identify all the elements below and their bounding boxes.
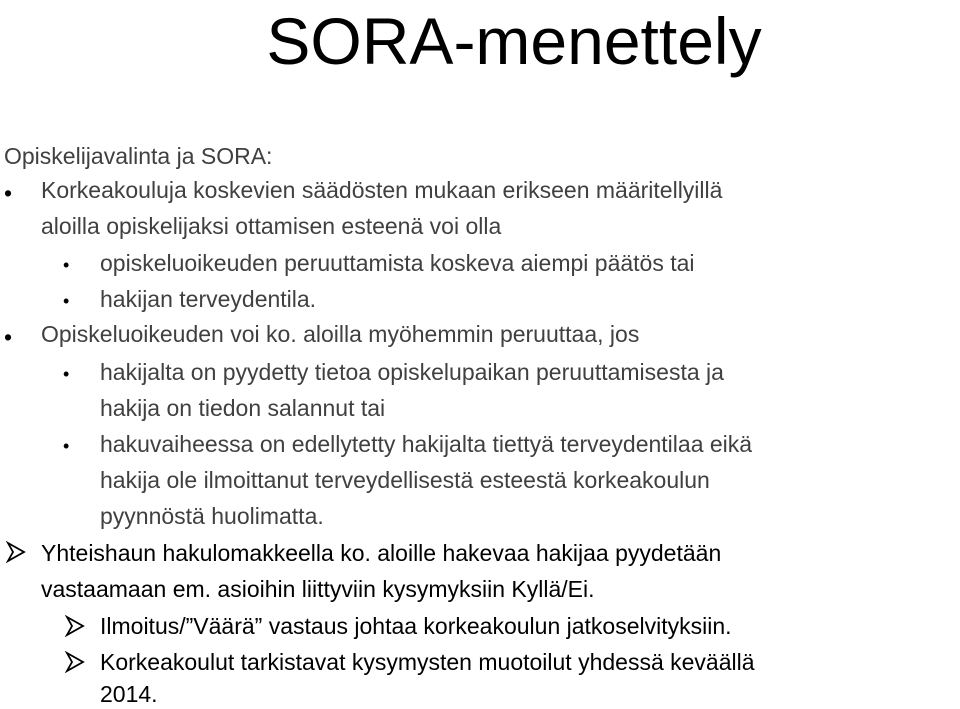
bullet1-line1: Korkeakouluja koskevien säädösten mukaan erikseen määritellyillä [41,177,723,203]
bullet-dot-icon: • [63,436,70,456]
arrow-sub-2-line1: Korkeakoulut tarkistavat kysymysten muotoilut yhdessä keväällä [100,649,755,675]
bullet-dot-icon: • [63,255,70,275]
arrow-bullet-icon [64,651,86,673]
bullet2-line1: Opiskeluoikeuden voi ko. aloilla myöhemmin peruuttaa, jos [41,321,640,347]
bullet-dot-icon: • [63,291,70,311]
arrow-bullet-icon [64,615,86,637]
arrow1-line1: Yhteishaun hakulomakkeella ko. aloille hakevaa hakijaa pyydetään [41,540,722,566]
intro-text: Opiskelijavalinta ja SORA: [4,143,273,169]
bullet1-line2: aloilla opiskelijaksi ottamisen esteenä voi olla [41,213,502,239]
bullet2-sub1-line1: hakijalta on pyydetty tietoa opiskelupaikan peruuttamisesta ja [100,359,724,385]
arrow-sub-2-line2: 2014. [100,681,158,707]
bullet1-sub-2: hakijan terveydentila. [100,286,317,312]
arrow1-line2: vastaamaan em. asioihin liittyviin kysymyksiin Kyllä/Ei. [41,576,595,602]
bullet2-sub2-line3: pyynnöstä huolimatta. [100,503,324,529]
arrow-bullet-icon [5,541,27,563]
bullet-dot-icon: • [63,364,70,384]
bullet1-sub-1: opiskeluoikeuden peruuttamista koskeva aiempi päätös tai [100,250,695,276]
bullet2-sub1-line2: hakija on tiedon salannut tai [100,395,386,421]
arrow-sub-1-line1: Ilmoitus/”Väärä” vastaus johtaa korkeakoulun jatkoselvityksiin. [100,613,732,639]
page-title: SORA-menettely [266,4,762,78]
bullet2-sub2-line1: hakuvaiheessa on edellytetty hakijalta tiettyä terveydentilaa eikä [100,431,753,457]
bullet-dot-icon: • [4,180,13,206]
bullet-dot-icon: • [4,324,13,350]
bullet2-sub2-line2: hakija ole ilmoittanut terveydellisestä esteestä korkeakoulun [100,467,710,493]
